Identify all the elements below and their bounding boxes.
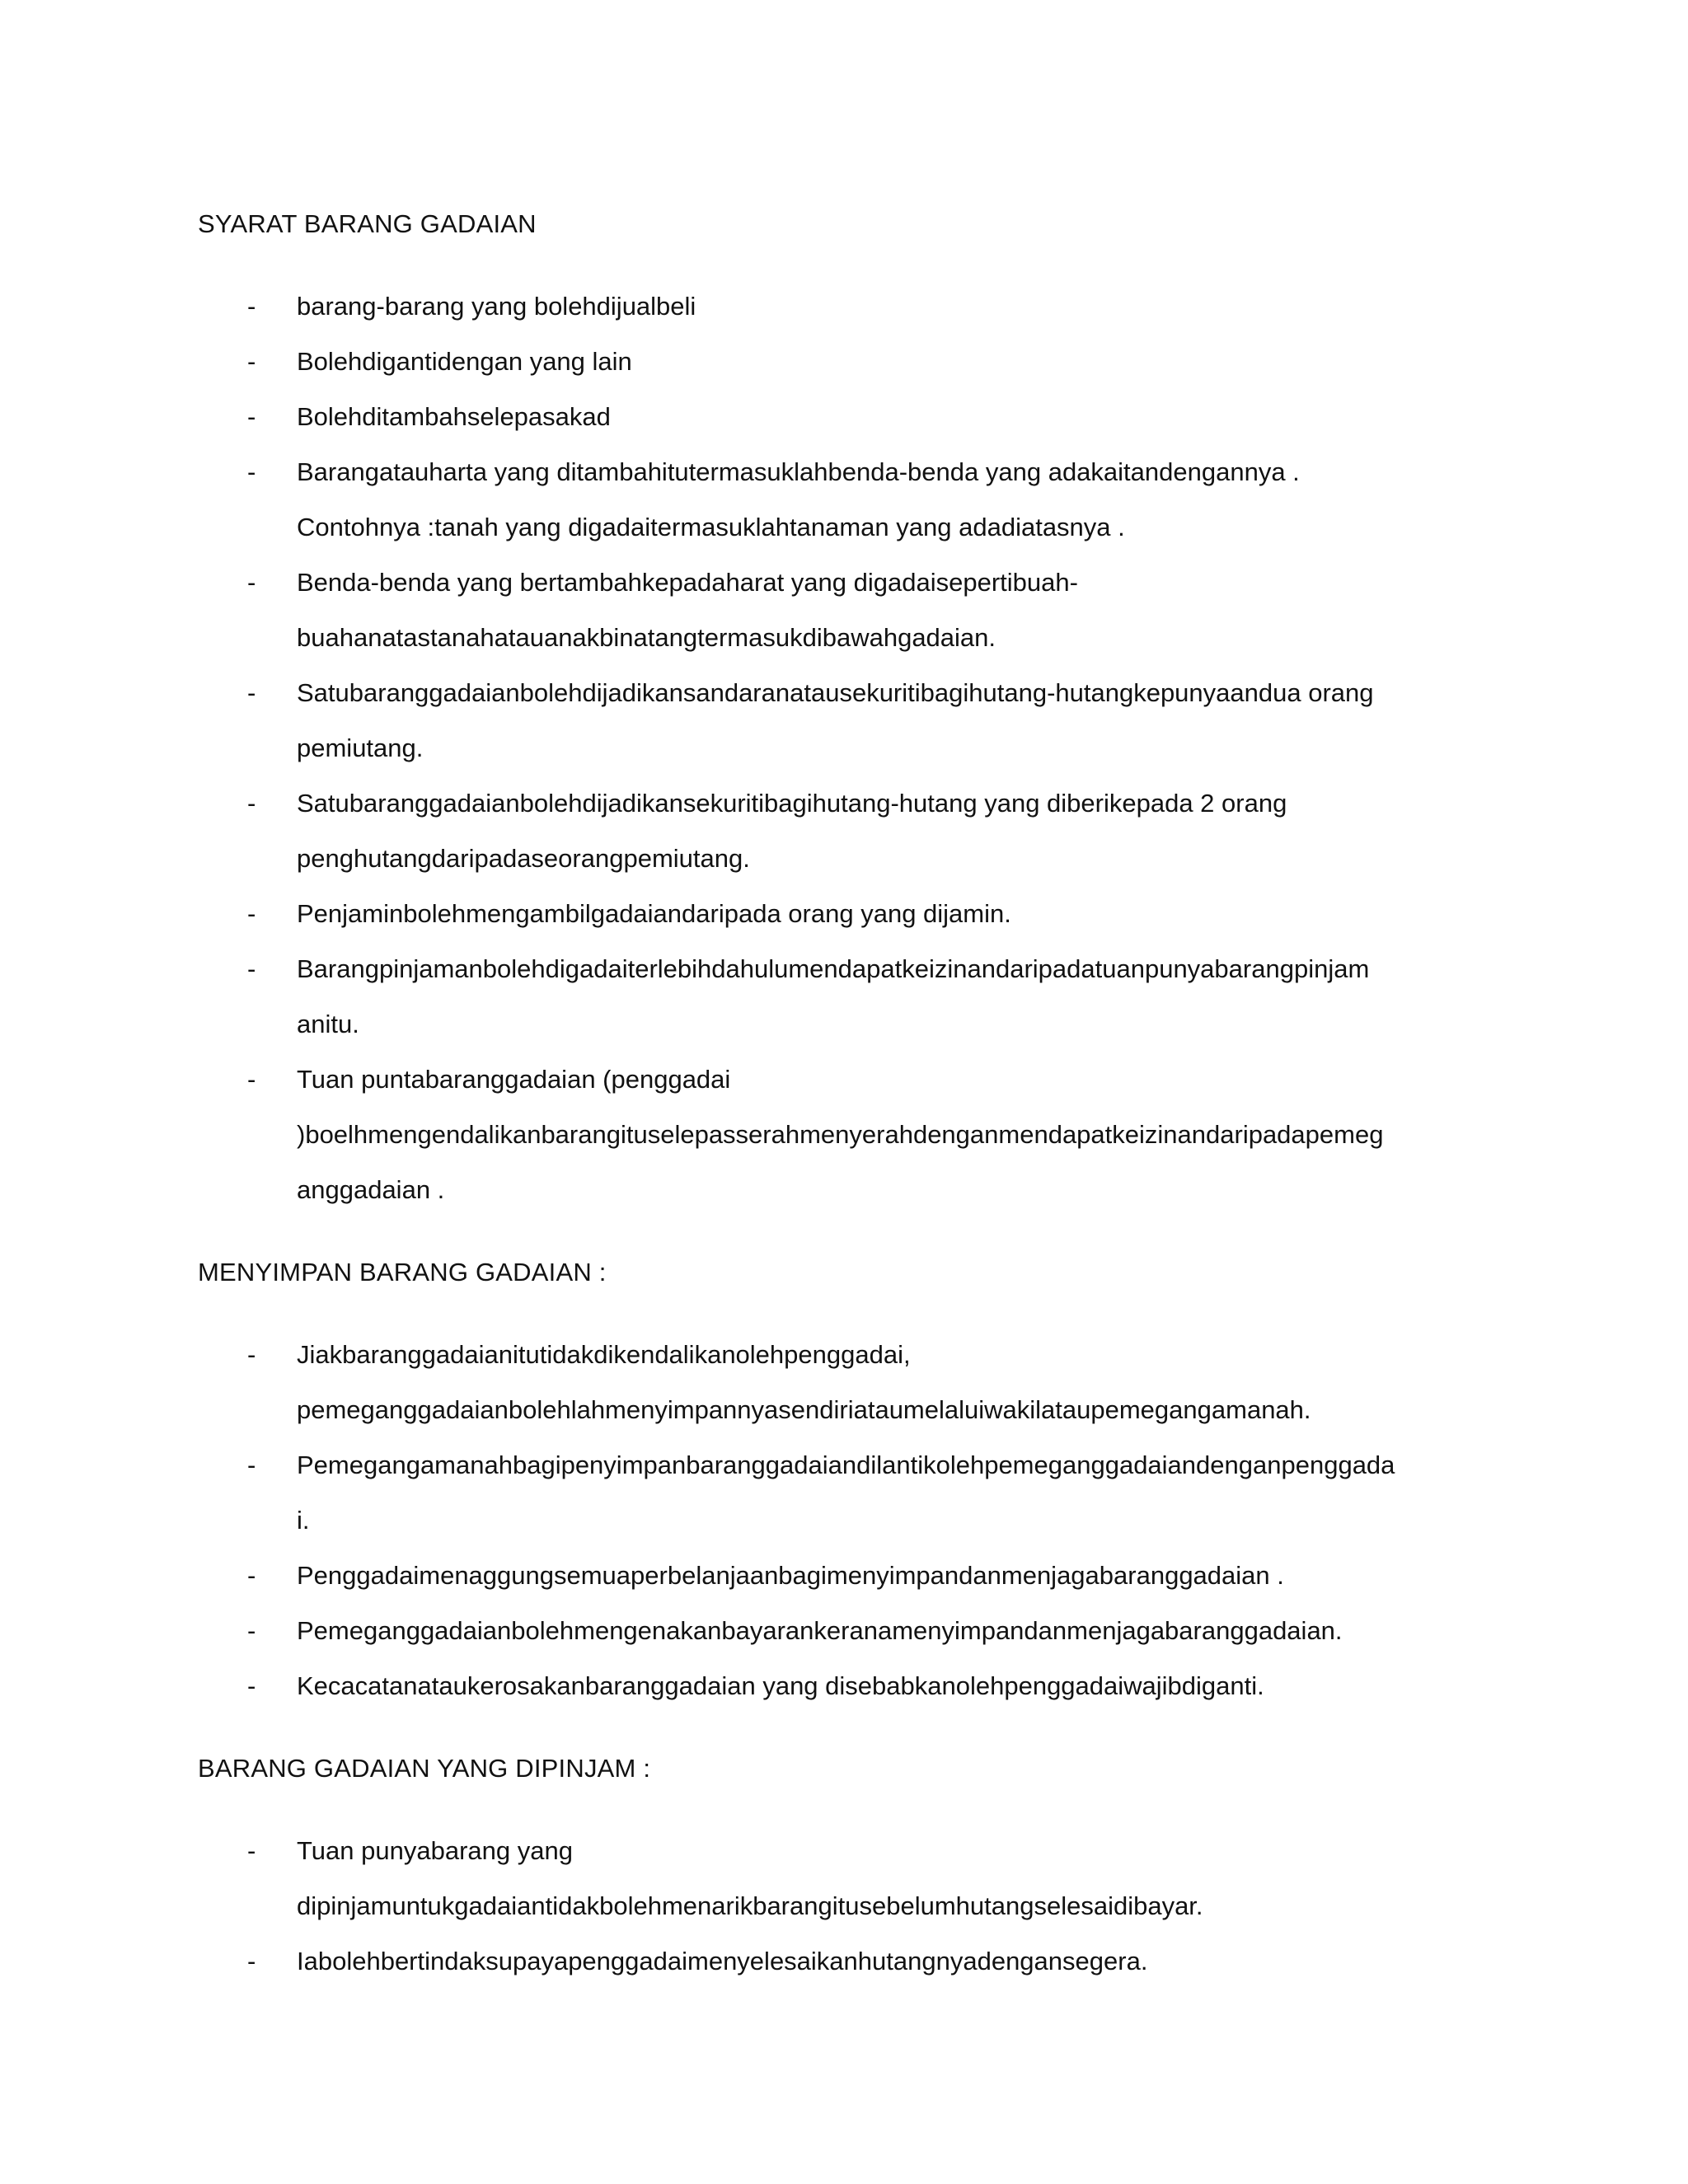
- list-item: [198, 1603, 1484, 1658]
- bullet-dash: -: [247, 1947, 256, 1975]
- list-item: [198, 1658, 1484, 1713]
- list-item-text: Satubaranggadaianbolehdijadikansandaranatausekuritibagihutang-hutangkepunyaandua orang pemiutang.: [297, 678, 1374, 762]
- bullet-dash: -: [247, 789, 256, 818]
- list-item-text: Tuan puntabaranggadaian (penggadai )boelhmengendalikanbarangituselepasserahmenyerahdenganmendapatkeizinandaripadapemeg anggadaian .: [297, 1065, 1384, 1204]
- list-item: [198, 444, 1484, 555]
- list-item-text: Kecacatanataukerosakanbaranggadaian yang disebabkanolehpenggadaiwajibdiganti.: [297, 1671, 1264, 1700]
- list-item: [198, 279, 1484, 334]
- list-item-text: Pemegangamanahbagipenyimpanbaranggadaiandilantikolehpemeganggadaiandenganpenggada i.: [297, 1451, 1395, 1535]
- bullet-dash: -: [247, 1340, 256, 1369]
- list-item-text: Barangpinjamanbolehdigadaiterlebihdahulumendapatkeizinandaripadatuanpunyabarangpinjam anitu.: [297, 954, 1370, 1038]
- list-item: [198, 776, 1484, 886]
- list-item: [198, 555, 1484, 665]
- document-body: [198, 196, 1484, 2016]
- section-list-menyimpan: [198, 1327, 1484, 1713]
- bullet-dash: -: [247, 954, 256, 983]
- list-item: [198, 886, 1484, 941]
- list-item: [198, 334, 1484, 389]
- list-item: [198, 941, 1484, 1052]
- list-item-text: Bolehditambahselepasakad: [297, 402, 611, 431]
- bullet-dash: -: [247, 347, 256, 376]
- list-item: [198, 665, 1484, 776]
- list-item: [198, 1437, 1484, 1548]
- section-title-dipinjam: BARANG GADAIAN YANG DIPINJAM :: [198, 1754, 651, 1783]
- list-item-text: barang-barang yang bolehdijualbeli: [297, 292, 696, 321]
- bullet-dash: -: [247, 1836, 256, 1865]
- list-item-text: Bolehdigantidengan yang lain: [297, 347, 632, 376]
- bullet-dash: -: [247, 678, 256, 707]
- list-item-text: Pemeganggadaianbolehmengenakanbayarankeranamenyimpandanmenjagabaranggadaian.: [297, 1616, 1343, 1645]
- bullet-dash: -: [247, 899, 256, 928]
- bullet-dash: -: [247, 292, 256, 321]
- bullet-dash: -: [247, 1451, 256, 1479]
- list-item-text: Penggadaimenaggungsemuaperbelanjaanbagimenyimpandanmenjagabaranggadaian .: [297, 1561, 1284, 1590]
- bullet-dash: -: [247, 1671, 256, 1700]
- list-item-text: Tuan punyabarang yang dipinjamuntukgadaiantidakbolehmenarikbarangitusebelumhutangselesaidibayar.: [297, 1836, 1203, 1920]
- list-item: [198, 1823, 1484, 1933]
- bullet-dash: -: [247, 1616, 256, 1645]
- section-list-syarat: [198, 279, 1484, 1217]
- list-item: [198, 1327, 1484, 1437]
- list-item: [198, 389, 1484, 444]
- list-item: [198, 1548, 1484, 1603]
- bullet-dash: -: [247, 568, 256, 597]
- section-title-syarat: SYARAT BARANG GADAIAN: [198, 209, 537, 238]
- list-item-text: Iabolehbertindaksupayapenggadaimenyelesaikanhutangnyadengansegera.: [297, 1947, 1148, 1975]
- list-item-text: Satubaranggadaianbolehdijadikansekuritibagihutang-hutang yang diberikepada 2 orang penghutangdaripadaseorangpemiutang.: [297, 789, 1287, 873]
- list-item: [198, 1933, 1484, 1989]
- list-item: [198, 1052, 1484, 1217]
- list-item-text: Benda-benda yang bertambahkepadaharat yang digadaisepertibuah- buahanatastanahatauanakbinatangtermasukdibawahgadaian.: [297, 568, 1078, 652]
- bullet-dash: -: [247, 457, 256, 486]
- section-list-dipinjam: [198, 1823, 1484, 1989]
- bullet-dash: -: [247, 1561, 256, 1590]
- bullet-dash: -: [247, 1065, 256, 1094]
- list-item-text: Penjaminbolehmengambilgadaiandaripada orang yang dijamin.: [297, 899, 1011, 928]
- list-item-text: Barangatauharta yang ditambahitutermasuklahbenda-benda yang adakaitandengannya . Contohnya :tanah yang digadaitermasuklahtanaman yang adadiatasnya .: [297, 457, 1300, 541]
- list-item-text: Jiakbaranggadaianitutidakdikendalikanolehpenggadai, pemeganggadaianbolehlahmenyimpannyasendiriataumelaluiwakilataupemegangamanah.: [297, 1340, 1311, 1424]
- section-title-menyimpan: MENYIMPAN BARANG GADAIAN :: [198, 1258, 607, 1286]
- bullet-dash: -: [247, 402, 256, 431]
